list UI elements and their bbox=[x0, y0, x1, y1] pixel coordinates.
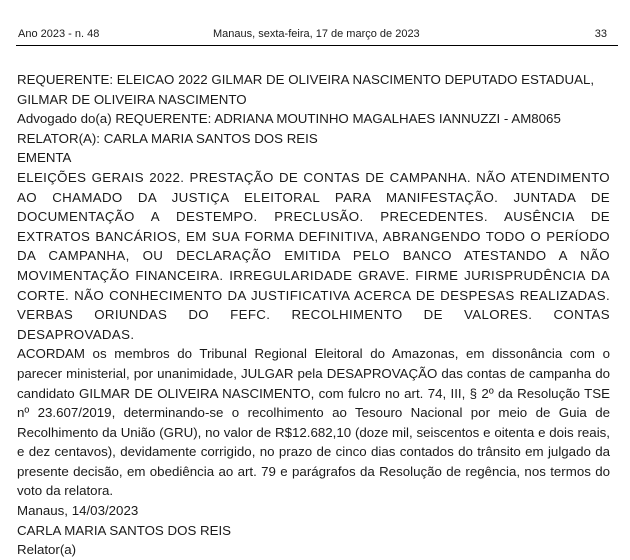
relator-paragraph: RELATOR(A): CARLA MARIA SANTOS DOS REIS bbox=[17, 130, 318, 146]
publication-date: Manaus, sexta-feira, 17 de março de 2023 bbox=[213, 28, 420, 40]
header-divider bbox=[16, 45, 618, 46]
requerente-paragraph: REQUERENTE: ELEICAO 2022 GILMAR DE OLIVEIRA NASCIMENTO DEPUTADO ESTADUAL, GILMAR DE OLIVEIRA NASCIMENTO bbox=[17, 72, 595, 107]
edition-label: Ano 2023 - n. 48 bbox=[18, 28, 100, 40]
signer-role: Relator(a) bbox=[17, 542, 77, 558]
place-date: Manaus, 14/03/2023 bbox=[17, 503, 139, 519]
page-header bbox=[16, 22, 614, 42]
advogado-paragraph: Advogado do(a) REQUERENTE: ADRIANA MOUTINHO MAGALHAES IANNUZZI - AM8065 bbox=[17, 111, 561, 127]
acordam-paragraph: ACORDAM os membros do Tribunal Regional Eleitoral do Amazonas, em dissonância com o parecer ministerial, por unanimidade, JULGAR pela DESAPROVAÇÃO das contas de campanha do candidato GILMAR DE OLIVEIRA NASCIMENTO, com fulcro no art. 74, III, § 2º da Resolução TSE nº 23.607/2019, determinando-se o recolhimento ao Tesouro Nacional por meio de Guia de Recolhimento da União (GRU), no valor de R$12.682,10 (doze mil, seiscentos e oitenta e dois reais, e dez centavos), devidamente corrigido, no prazo de cinco dias contados do trânsito em julgado da presente decisão, em obediência ao art. 79 e parágrafos da Resolução de regência, nos termos do voto da relatora. bbox=[17, 346, 610, 499]
page-number: 33 bbox=[594, 28, 607, 40]
document-body bbox=[17, 70, 610, 560]
ementa-heading: EMENTA bbox=[17, 150, 72, 166]
signer-name: CARLA MARIA SANTOS DOS REIS bbox=[17, 522, 232, 538]
ementa-text: ELEIÇÕES GERAIS 2022. PRESTAÇÃO DE CONTAS DE CAMPANHA. NÃO ATENDIMENTO AO CHAMADO DA JUSTIÇA ELEITORAL PARA MANIFESTAÇÃO. JUNTADA DE DOCUMENTAÇÃO A DESTEMPO. PRECLUSÃO. PRECEDENTES. AUSÊNCIA DE EXTRATOS BANCÁRIOS, EM SUA FORMA DEFINITIVA, ABRANGENDO TODO O PERÍODO DA CAMPANHA, OU DECLARAÇÃO EMITIDA PELO BANCO ATESTANDO A NÃO MOVIMENTAÇÃO FINANCEIRA. IRREGULARIDADE GRAVE. FIRME JURISPRUDÊNCIA DA CORTE. NÃO CONHECIMENTO DA JUSTIFICATIVA ACERCA DE DESPESAS REALIZADAS. VERBAS ORIUNDAS DO FEFC. RECOLHIMENTO DE VALORES. CONTAS DESAPROVADAS. bbox=[17, 169, 610, 342]
